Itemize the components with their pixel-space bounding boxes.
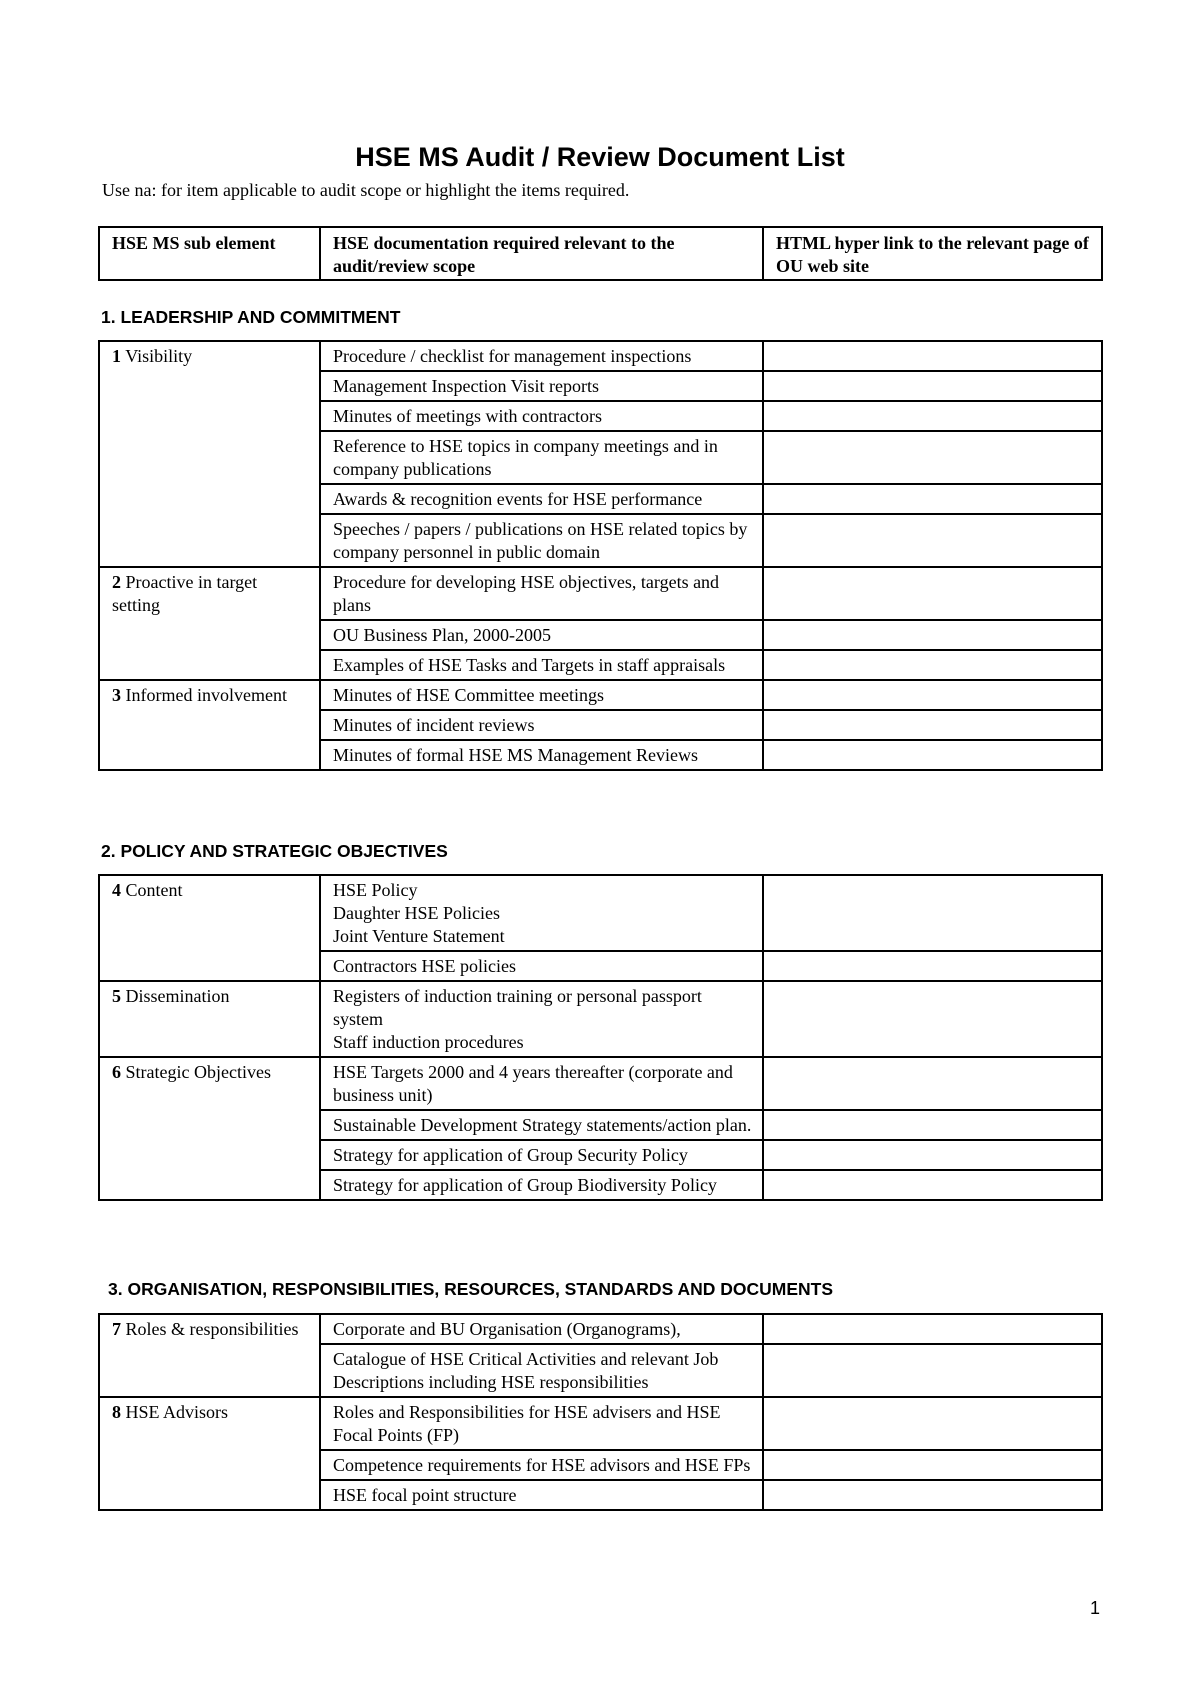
documentation-cell (320, 680, 763, 710)
documentation-cell (320, 401, 763, 431)
documentation-cell (320, 740, 763, 770)
sub-element-cell (99, 567, 320, 680)
sub-element-cell (99, 1314, 320, 1397)
sub-element-cell (99, 680, 320, 770)
header-hyperlink: HTML hyper link to the relevant page of OU web site (763, 227, 1102, 280)
documentation-item: Catalogue of HSE Critical Activities and relevant Job Descriptions including HSE responsibilities (333, 1349, 719, 1392)
documentation-cell (320, 981, 763, 1057)
section-table-1 (98, 340, 1103, 771)
sub-element-number: 8 (112, 1402, 121, 1422)
documentation-cell (320, 1110, 763, 1140)
documentation-item: Speeches / papers / publications on HSE related topics by company personnel in public domain (333, 519, 748, 562)
hyperlink-cell[interactable] (763, 620, 1102, 650)
documentation-cell (320, 341, 763, 371)
documentation-item: Strategy for application of Group Biodiversity Policy (333, 1175, 717, 1195)
documentation-cell (320, 1480, 763, 1510)
documentation-item: Staff induction procedures (333, 1032, 524, 1052)
hyperlink-cell[interactable] (763, 484, 1102, 514)
documentation-cell (320, 1344, 763, 1397)
documentation-cell (320, 1057, 763, 1110)
sub-element-label: Proactive in target setting (112, 572, 258, 615)
sub-element-number: 4 (112, 880, 121, 900)
hyperlink-cell[interactable] (763, 514, 1102, 567)
documentation-item: Procedure for developing HSE objectives, targets and plans (333, 572, 720, 615)
sub-element-cell (99, 341, 320, 567)
documentation-cell (320, 1450, 763, 1480)
sub-element-label: Informed involvement (125, 685, 287, 705)
page-number: 1 (1090, 1598, 1101, 1618)
documentation-item: Reference to HSE topics in company meetings and in company publications (333, 436, 718, 479)
hyperlink-cell[interactable] (763, 1314, 1102, 1344)
documentation-cell (320, 1170, 763, 1200)
section-heading-2: 2. POLICY AND STRATEGIC OBJECTIVES (101, 841, 448, 861)
documentation-cell (320, 1140, 763, 1170)
hyperlink-cell[interactable] (763, 650, 1102, 680)
documentation-item: Roles and Responsibilities for HSE advisers and HSE Focal Points (FP) (333, 1402, 721, 1445)
documentation-cell (320, 514, 763, 567)
sub-element-number: 3 (112, 685, 121, 705)
documentation-item: Procedure / checklist for management inspections (333, 346, 692, 366)
sub-element-label: Dissemination (125, 986, 230, 1006)
table-row (99, 875, 1102, 951)
table-row (99, 341, 1102, 371)
documentation-item: Corporate and BU Organisation (Organograms), (333, 1319, 681, 1339)
section-table-2 (98, 874, 1103, 1201)
hyperlink-cell[interactable] (763, 1480, 1102, 1510)
documentation-item: HSE Policy (333, 880, 418, 900)
documentation-item: Examples of HSE Tasks and Targets in staff appraisals (333, 655, 726, 675)
documentation-item: OU Business Plan, 2000-2005 (333, 625, 552, 645)
hyperlink-cell[interactable] (763, 951, 1102, 981)
hyperlink-cell[interactable] (763, 1450, 1102, 1480)
sub-element-label: Strategic Objectives (125, 1062, 271, 1082)
sub-element-cell (99, 1057, 320, 1200)
table-row (99, 1057, 1102, 1110)
hyperlink-cell[interactable] (763, 710, 1102, 740)
sub-element-label: Roles & responsibilities (125, 1319, 299, 1339)
documentation-item: Management Inspection Visit reports (333, 376, 600, 396)
table-row (99, 1314, 1102, 1344)
documentation-item: Competence requirements for HSE advisors and HSE FPs (333, 1455, 751, 1475)
hyperlink-cell[interactable] (763, 1344, 1102, 1397)
sub-element-cell (99, 1397, 320, 1510)
documentation-cell (320, 1397, 763, 1450)
documentation-item: HSE focal point structure (333, 1485, 517, 1505)
documentation-cell (320, 710, 763, 740)
hyperlink-cell[interactable] (763, 875, 1102, 951)
documentation-cell (320, 650, 763, 680)
hyperlink-cell[interactable] (763, 1140, 1102, 1170)
hyperlink-cell[interactable] (763, 1057, 1102, 1110)
sub-element-number: 2 (112, 572, 121, 592)
sub-element-number: 7 (112, 1319, 121, 1339)
documentation-cell (320, 371, 763, 401)
documentation-cell (320, 567, 763, 620)
documentation-item: Daughter HSE Policies (333, 903, 500, 923)
hyperlink-cell[interactable] (763, 740, 1102, 770)
hyperlink-cell[interactable] (763, 567, 1102, 620)
hyperlink-cell[interactable] (763, 1170, 1102, 1200)
documentation-item: Joint Venture Statement (333, 926, 505, 946)
hyperlink-cell[interactable] (763, 680, 1102, 710)
header-documentation: HSE documentation required relevant to the audit/review scope (320, 227, 763, 280)
documentation-item: Minutes of HSE Committee meetings (333, 685, 604, 705)
documentation-item: Minutes of meetings with contractors (333, 406, 602, 426)
header-sub-element: HSE MS sub element (99, 227, 320, 280)
instruction-text: Use na: for item applicable to audit scope or highlight the items required. (102, 180, 630, 200)
header-row (99, 227, 1102, 280)
hyperlink-cell[interactable] (763, 431, 1102, 484)
hyperlink-cell[interactable] (763, 341, 1102, 371)
documentation-item: Awards & recognition events for HSE performance (333, 489, 703, 509)
section-heading-3: 3. ORGANISATION, RESPONSIBILITIES, RESOURCES, STANDARDS AND DOCUMENTS (108, 1279, 834, 1299)
section-table-3 (98, 1313, 1103, 1511)
documentation-item: Minutes of incident reviews (333, 715, 535, 735)
hyperlink-cell[interactable] (763, 1397, 1102, 1450)
sub-element-label: Content (125, 880, 183, 900)
sub-element-cell (99, 875, 320, 981)
hyperlink-cell[interactable] (763, 981, 1102, 1057)
hyperlink-cell[interactable] (763, 401, 1102, 431)
documentation-item: HSE Targets 2000 and 4 years thereafter (corporate and business unit) (333, 1062, 733, 1105)
column-header-table (98, 226, 1103, 281)
documentation-cell (320, 1314, 763, 1344)
documentation-item: Sustainable Development Strategy statements/action plan. (333, 1115, 752, 1135)
sub-element-cell (99, 981, 320, 1057)
documentation-item: Contractors HSE policies (333, 956, 516, 976)
sub-element-number: 5 (112, 986, 121, 1006)
table-row (99, 1397, 1102, 1450)
hyperlink-cell[interactable] (763, 1110, 1102, 1140)
documentation-item: Strategy for application of Group Security Policy (333, 1145, 688, 1165)
table-row (99, 981, 1102, 1057)
section-heading-1: 1. LEADERSHIP AND COMMITMENT (101, 307, 401, 327)
sub-element-label: Visibility (125, 346, 193, 366)
documentation-item: Minutes of formal HSE MS Management Reviews (333, 745, 698, 765)
documentation-item: Registers of induction training or personal passport system (333, 986, 702, 1029)
hyperlink-cell[interactable] (763, 371, 1102, 401)
sub-element-number: 6 (112, 1062, 121, 1082)
table-row (99, 680, 1102, 710)
documentation-cell (320, 620, 763, 650)
sub-element-label: HSE Advisors (125, 1402, 229, 1422)
documentation-cell (320, 431, 763, 484)
table-row (99, 567, 1102, 620)
documentation-cell (320, 875, 763, 951)
documentation-cell (320, 951, 763, 981)
documentation-cell (320, 484, 763, 514)
sub-element-number: 1 (112, 346, 121, 366)
document-title: HSE MS Audit / Review Document List (355, 142, 845, 172)
